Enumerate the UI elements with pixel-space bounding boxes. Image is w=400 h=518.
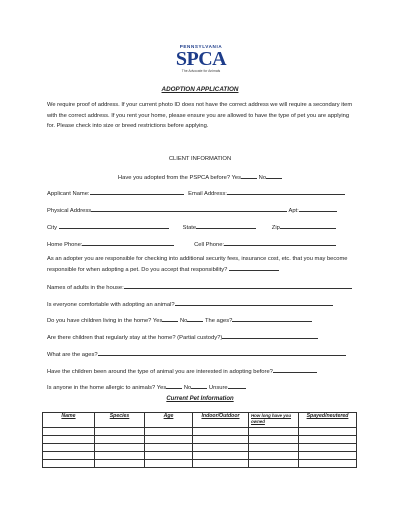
adopted-no-label: No (258, 175, 267, 181)
city-row (47, 223, 357, 232)
adopted-before-label: Have you adopted from the PSPCA before? Yes (117, 175, 242, 181)
zip-label: Zip (271, 225, 280, 231)
table-cell[interactable] (95, 436, 145, 444)
col-spayed: Spayed/neutered (299, 413, 357, 428)
table-cell[interactable] (249, 436, 299, 444)
table-cell[interactable] (249, 428, 299, 436)
adopted-yes-field[interactable] (241, 173, 257, 179)
table-cell[interactable] (145, 452, 193, 460)
responsibility-paragraph (47, 254, 357, 275)
page-title: ADOPTION APPLICATION (161, 86, 239, 93)
table-cell[interactable] (299, 460, 357, 468)
table-cell[interactable] (299, 436, 357, 444)
table-cell[interactable] (145, 460, 193, 468)
custody-row (47, 333, 357, 342)
children-no-label: No (180, 318, 188, 324)
table-cell[interactable] (249, 444, 299, 452)
home-phone-field[interactable] (82, 240, 174, 246)
physical-address-label: Physical Address (47, 208, 92, 214)
col-name: Name (43, 413, 95, 428)
table-row (43, 444, 357, 452)
allergic-unsure-field[interactable] (228, 383, 246, 389)
what-ages-label: What are the ages? (47, 352, 98, 358)
adults-row (47, 283, 357, 292)
pspca-logo (168, 44, 234, 78)
state-label: State (182, 225, 197, 231)
allergic-label: Is anyone in the home allergic to animals? Yes (47, 385, 167, 391)
children-no-field[interactable] (187, 316, 203, 322)
table-cell[interactable] (145, 428, 193, 436)
applicant-name-field[interactable] (90, 189, 184, 195)
ages-label: The ages? (204, 318, 233, 324)
table-cell[interactable] (95, 460, 145, 468)
table-cell[interactable] (299, 444, 357, 452)
client-info-heading: CLIENT INFORMATION (168, 156, 232, 162)
state-field[interactable] (196, 223, 256, 229)
table-cell[interactable] (43, 444, 95, 452)
custody-label: Are there children that regularly stay at the home? (Partial custody?) (47, 335, 223, 341)
pet-info-heading: Current Pet Information (166, 396, 234, 402)
allergic-row (47, 383, 357, 392)
allergic-yes-field[interactable] (166, 383, 182, 389)
what-ages-row (47, 350, 357, 359)
address-row (47, 206, 357, 215)
pet-table-header (43, 413, 357, 428)
unsure-label: Unsure (208, 385, 228, 391)
logo-state: PENNSYLVANIA (179, 44, 223, 49)
adopted-before-row (0, 173, 400, 182)
cell-phone-label: Cell Phone: (194, 242, 225, 248)
around-type-label: Have the children been around the type of animal you are interested in adopting before? (47, 369, 273, 375)
applicant-row (47, 189, 357, 198)
apt-field[interactable] (299, 206, 337, 212)
table-row (43, 436, 357, 444)
logo-tagline: The Advocate for Animals (181, 69, 221, 73)
col-how-long: How long have you owned (249, 413, 299, 428)
comfortable-label: Is everyone comfortable with adopting an animal? (47, 302, 175, 308)
children-label: Do you have children living in the home? Yes (47, 318, 163, 324)
table-cell[interactable] (43, 460, 95, 468)
table-cell[interactable] (43, 452, 95, 460)
table-cell[interactable] (43, 428, 95, 436)
around-type-row (47, 367, 357, 376)
comfortable-field[interactable] (175, 300, 333, 306)
city-field[interactable] (59, 223, 169, 229)
table-cell[interactable] (95, 452, 145, 460)
email-label: Email Address: (188, 191, 227, 197)
zip-field[interactable] (280, 223, 336, 229)
city-label: City (47, 225, 57, 231)
table-cell[interactable] (249, 452, 299, 460)
custody-field[interactable] (222, 333, 318, 339)
table-cell[interactable] (299, 452, 357, 460)
col-indoor-outdoor: Indoor/Outdoor (193, 413, 249, 428)
adults-label: Names of adults in the house: (47, 285, 124, 291)
logo-brand: SPCA (175, 48, 227, 70)
col-species: Species (95, 413, 145, 428)
table-row (43, 452, 357, 460)
what-ages-field[interactable] (98, 350, 346, 356)
pet-info-table (42, 412, 357, 468)
table-row (43, 460, 357, 468)
allergic-no-label: No (183, 385, 192, 391)
table-cell[interactable] (145, 436, 193, 444)
adopted-no-field[interactable] (266, 173, 282, 179)
table-cell[interactable] (249, 460, 299, 468)
children-row (47, 316, 357, 325)
children-yes-field[interactable] (162, 316, 178, 322)
table-cell[interactable] (145, 444, 193, 452)
table-cell[interactable] (299, 428, 357, 436)
email-field[interactable] (227, 189, 345, 195)
physical-address-field[interactable] (91, 206, 287, 212)
allergic-no-field[interactable] (191, 383, 207, 389)
applicant-name-label: Applicant Name: (47, 191, 90, 197)
adults-field[interactable] (124, 283, 352, 289)
table-cell[interactable] (193, 452, 249, 460)
responsibility-label: As an adopter you are responsible for checking into additional security fees, insurance cost, etc. that you may become responsible for when adopting a pet. Do you accept that responsibility? (47, 256, 348, 273)
col-age: Age (145, 413, 193, 428)
table-cell[interactable] (193, 428, 249, 436)
table-cell[interactable] (95, 428, 145, 436)
responsibility-field[interactable] (229, 265, 279, 271)
table-cell[interactable] (43, 436, 95, 444)
table-cell[interactable] (193, 444, 249, 452)
phone-row (47, 240, 357, 249)
apt-label: Apt: (288, 208, 299, 214)
table-cell[interactable] (193, 460, 249, 468)
comfortable-row (47, 300, 357, 309)
home-phone-label: Home Phone: (47, 242, 83, 248)
cell-phone-field[interactable] (224, 240, 336, 246)
around-type-field[interactable] (273, 367, 317, 373)
table-cell[interactable] (193, 436, 249, 444)
table-cell[interactable] (95, 444, 145, 452)
table-row (43, 428, 357, 436)
ages-field[interactable] (232, 316, 312, 322)
intro-paragraph: We require proof of address. If your current photo ID does not have the correct address we will require a secondary item with the correct address. If you rent your home, please ensure you are allowed to have the type of pet you are applying for. Please check into size or breed restrictions before applying. (47, 102, 353, 129)
